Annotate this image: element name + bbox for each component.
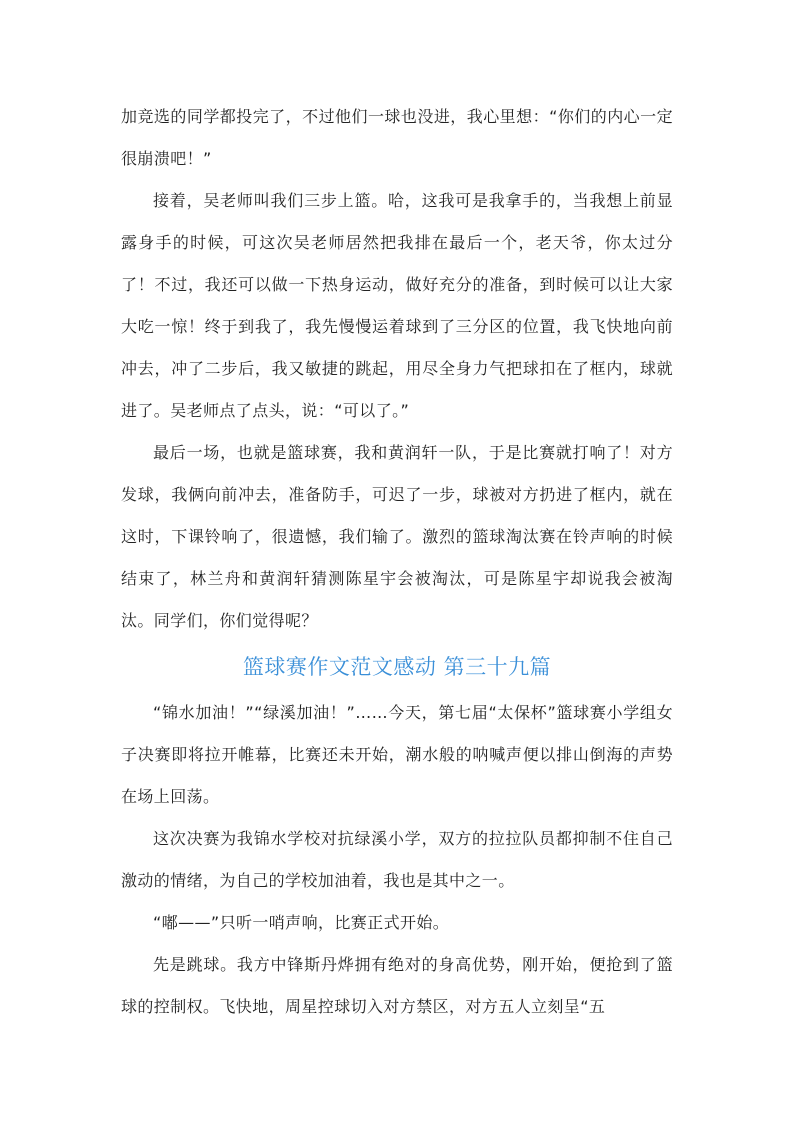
paragraph-cheering: “锦水加油！”“绿溪加油！”……今天，第七届“太保杯”篮球赛小学组女子决赛即将拉开帷幕，比赛还未开始，潮水般的呐喊声便以排山倒海的声势在场上回荡。 bbox=[121, 703, 673, 806]
section-title: 篮球赛作文范文感动 第三十九篇 bbox=[242, 655, 552, 679]
paragraph-layup: 接着，吴老师叫我们三步上篮。哈，这我可是我拿手的，当我想上前显露身手的时候，可这次吴老师居然把我排在最后一个，老天爷，你太过分了！不过，我还可以做一下热身运动，做好充分的准备，到时候可以让大家大吃一惊！终于到我了，我先慢慢运着球到了三分区的位置，我飞快地向前冲去，冲了二步后，我又敏捷的跳起，用尽全身力气把球扣在了框内，球就进了。吴老师点了点头，说：“可以了。” bbox=[121, 191, 673, 420]
paragraph-final-match: 这次决赛为我锦水学校对抗绿溪小学，双方的拉拉队员都抑制不住自己激动的情绪，为自己的学校加油着，我也是其中之一。 bbox=[121, 829, 673, 890]
paragraph-jump-ball: 先是跳球。我方中锋斯丹烨拥有绝对的身高优势，刚开始，便抢到了篮球的控制权。飞快地，周星控球切入对方禁区，对方五人立刻呈“五 bbox=[121, 955, 673, 1016]
paragraph-whistle: “嘟——”只听一哨声响，比赛正式开始。 bbox=[153, 913, 450, 932]
paragraph-continuation: 加竞选的同学都投完了，不过他们一球也没进，我心里想：“你们的内心一定很崩溃吧！” bbox=[121, 107, 673, 168]
paragraph-final-game: 最后一场，也就是篮球赛，我和黄润轩一队，于是比赛就打响了！对方发球，我俩向前冲去，准备防手，可迟了一步，球被对方扔进了框内，就在这时，下课铃响了，很遗憾，我们输了。激烈的篮球淘汰赛在铃声响的时候结束了，林兰舟和黄润轩猜测陈星宇会被淘汰，可是陈星宇却说我会被淘汰。同学们，你们觉得呢？ bbox=[121, 443, 673, 630]
document-page bbox=[121, 96, 673, 1028]
